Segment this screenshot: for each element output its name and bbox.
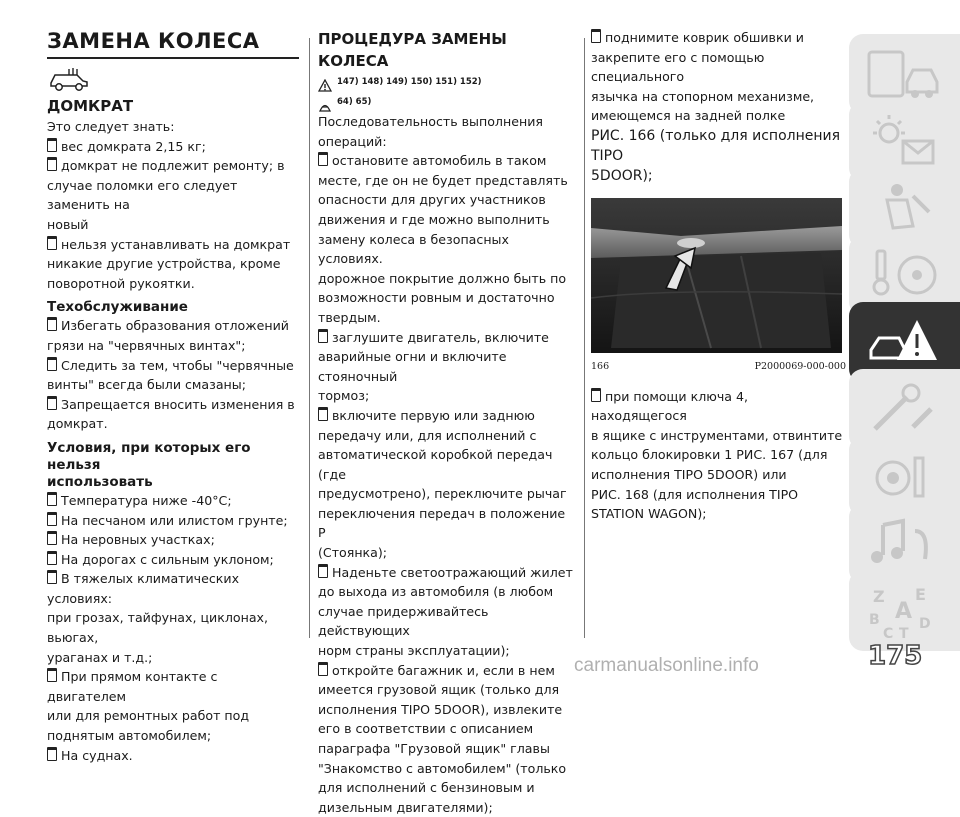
warning-triangle-icon	[318, 79, 332, 92]
figure-number: 166	[591, 360, 610, 372]
list-item-cont: исполнения TIPO 5DOOR), извлеките	[318, 701, 563, 717]
procedure-list	[318, 151, 576, 817]
maintenance-title: Техобслуживание	[47, 299, 188, 316]
svg-text:C: C	[883, 626, 894, 642]
list-item-cont: предусмотрено), переключите рычаг	[318, 486, 567, 502]
list-item-cont: закрепите его с помощью специального	[591, 49, 765, 85]
column-1	[47, 28, 299, 765]
list-item-cont: в ящике с инструментами, отвинтите	[591, 427, 843, 443]
list-item: На дорогах с сильным уклоном;	[47, 550, 299, 570]
watermark: carmanualsonline.info	[574, 655, 759, 676]
svg-text:T: T	[899, 626, 909, 642]
list-item-cont: STATION WAGON);	[591, 506, 707, 522]
list-item-cont: (Стоянка);	[318, 545, 388, 561]
list-item-cont: язычка на стопорном механизме,	[591, 88, 815, 104]
list-item-cont: новый	[47, 216, 89, 232]
list-item-cont: аварийные огни и включите стояночный	[318, 349, 507, 384]
list-item: Избегать образования отложений	[47, 316, 299, 336]
list-item: остановите автомобиль в таком	[318, 151, 576, 171]
list-item: При прямом контакте с двигателем	[47, 667, 299, 706]
list-item-cont: домкрат.	[47, 416, 108, 432]
list-item-cont: переключения передач в положение P	[318, 505, 566, 541]
conditions-list	[47, 491, 299, 765]
list-item-cont: при грозах, тайфунах, циклонах, вьюгах,	[47, 610, 268, 646]
figure-code: P2000069-000-000	[754, 360, 846, 372]
warning-refs-text: 147) 148) 149) 150) 151) 152)	[337, 77, 482, 87]
conditions-title-line: использовать	[47, 473, 153, 490]
safety-airbag-icon	[863, 176, 943, 240]
svg-text:E: E	[915, 585, 926, 604]
caution-refs-text: 64) 65)	[337, 97, 372, 107]
emergency-warning-icon	[863, 310, 943, 374]
trunk-photo-illustration	[591, 198, 842, 353]
procedure-title: ПРОЦЕДУРА ЗАМЕНЫ КОЛЕСА	[318, 30, 507, 70]
jack-intro: Это следует знать:	[47, 119, 175, 134]
svg-text:D: D	[919, 616, 931, 632]
list-item-cont: замену колеса в безопасных условиях.	[318, 231, 509, 267]
caution-refs	[318, 92, 576, 112]
list-item-cont: или для ремонтных работ под	[47, 708, 250, 724]
flat-tire-icon	[47, 65, 299, 93]
technical-data-icon	[863, 444, 943, 508]
list-item-cont: "Знакомство с автомобилем" (только	[318, 760, 567, 776]
conditions-title-line: Условия, при которых его нельзя	[47, 439, 251, 473]
list-item-cont: имеющемся на задней полке	[591, 108, 786, 124]
list-item: откройте багажник и, если в нем	[318, 661, 576, 681]
list-item-cont: винты" всегда были смазаны;	[47, 377, 246, 393]
caution-icon	[318, 99, 332, 112]
chapter-tabs	[849, 34, 960, 642]
list-item-cont: до выхода из автомобиля (в любом	[318, 584, 554, 600]
list-item-cont: исполнения TIPO 5DOOR) или	[591, 466, 787, 482]
conditions-title	[47, 440, 299, 491]
jack-list	[47, 137, 299, 294]
title-rule	[47, 57, 299, 59]
page-number: 175	[868, 641, 923, 671]
jack-section-title: ДОМКРАТ	[47, 97, 134, 115]
tab-index[interactable]	[849, 570, 960, 651]
dashboard-lights-icon	[863, 109, 943, 173]
list-item: нельзя устанавливать на домкрат	[47, 235, 299, 255]
car-info-icon	[863, 42, 943, 106]
list-item-cont: параграфа "Грузовой ящик" главы	[318, 741, 550, 756]
index-letters-icon	[863, 578, 943, 642]
warning-refs	[318, 72, 576, 92]
list-item-cont: случае придерживайтесь действующих	[318, 603, 489, 639]
list-item-cont: случае поломки его следует заменить на	[47, 177, 238, 213]
list-item: домкрат не подлежит ремонту; в	[47, 156, 299, 176]
figure-caption	[591, 357, 846, 377]
list-item: На неровных участках;	[47, 530, 299, 550]
list-item-cont: движения и где можно выполнить	[318, 211, 550, 227]
column-divider	[584, 38, 585, 638]
list-item-cont: кольцо блокировки 1 РИС. 167 (для	[591, 447, 828, 463]
list-item-cont: дорожное покрытие должно быть по	[318, 270, 567, 286]
list-item-cont: месте, где он не будет представлять	[318, 172, 568, 188]
svg-text:B: B	[869, 612, 880, 628]
page-title: ЗАМЕНА КОЛЕСА	[47, 29, 260, 53]
list-item-cont: никакие другие устройства, кроме	[47, 256, 281, 272]
list-item: при помощи ключа 4, находящегося	[591, 387, 846, 426]
figure-ref: РИС. 166 (только для исполнения TIPO	[591, 127, 841, 164]
maintenance-tools-icon	[863, 377, 943, 441]
list-item-cont: автоматической коробкой передач (где	[318, 447, 553, 482]
svg-text:Z: Z	[873, 587, 885, 606]
list-item: поднимите коврик обшивки и	[591, 28, 846, 48]
list-item-cont: грязи на "червячных винтах";	[47, 337, 246, 353]
list-item: Следить за тем, чтобы "червячные	[47, 356, 299, 376]
list-item: На суднах.	[47, 746, 299, 766]
list-item-cont: имеется грузовой ящик (только для	[318, 682, 560, 698]
list-item-cont: возможности ровным и достаточно	[318, 290, 555, 306]
column-divider	[309, 38, 310, 638]
list-item-cont: передачу или, для исполнений с	[318, 427, 537, 443]
list-item: вес домкрата 2,15 кг;	[47, 137, 299, 157]
list-item: Запрещается вносить изменения в	[47, 395, 299, 415]
list-item: В тяжелых климатических условиях:	[47, 569, 299, 608]
maintenance-list	[47, 316, 299, 434]
procedure-intro: Последовательность выполнения	[318, 114, 543, 129]
list-item: Температура ниже -40°С;	[47, 491, 299, 511]
list-item-cont: твердым.	[318, 309, 381, 325]
figure-ref: 5DOOR);	[591, 167, 653, 184]
list-item: На песчаном или илистом грунте;	[47, 511, 299, 531]
list-item-cont: для исполнений с бензиновым и	[318, 780, 535, 796]
list-item: Наденьте светоотражающий жилет	[318, 563, 576, 583]
list-item: включите первую или заднюю	[318, 406, 576, 426]
key-steering-icon	[863, 243, 943, 307]
list-item-cont: его в соответствии с описанием	[318, 721, 534, 737]
list-item: заглушите двигатель, включите	[318, 328, 576, 348]
list-item-cont: ураганах и т.д.;	[47, 649, 153, 665]
column-3	[591, 28, 846, 524]
list-item-cont: тормоз;	[318, 388, 370, 404]
list-item-cont: норм страны эксплуатации);	[318, 643, 510, 659]
list-item-cont: дизельным двигателями);	[318, 799, 493, 815]
procedure-intro: операций:	[318, 133, 387, 149]
column-2	[318, 28, 576, 817]
list-item-cont: РИС. 168 (для исполнения TIPO	[591, 486, 799, 502]
list-item-cont: опасности для других участников	[318, 192, 546, 208]
svg-text:A: A	[895, 599, 913, 624]
multimedia-icon	[863, 511, 943, 575]
figure-166-photo	[591, 198, 842, 353]
list-item-cont: поднятым автомобилем;	[47, 728, 212, 744]
list-item-cont: поворотной рукоятки.	[47, 275, 195, 291]
